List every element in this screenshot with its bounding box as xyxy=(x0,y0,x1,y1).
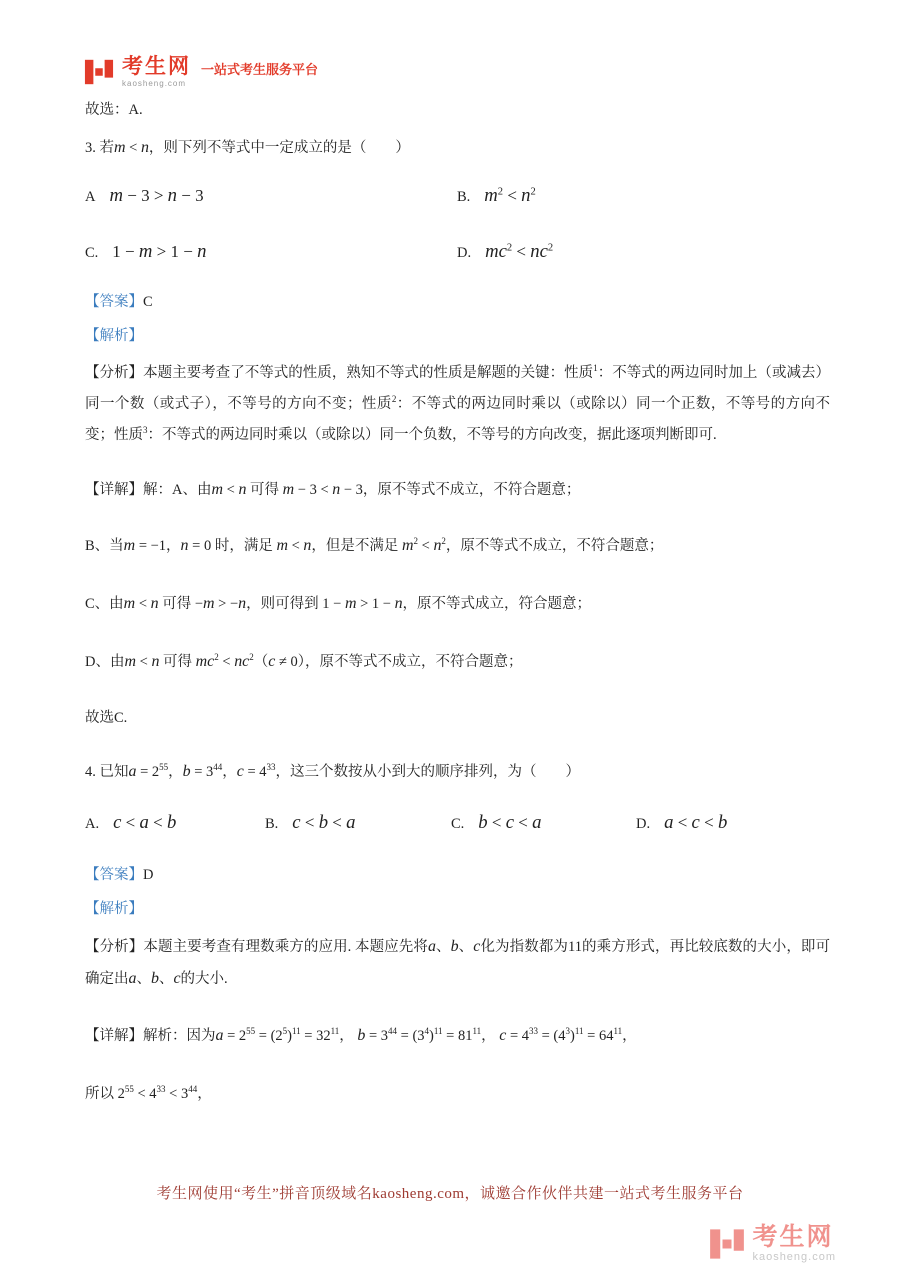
previous-answer-line: 故选：A. xyxy=(85,102,143,118)
question4-detail-line-2: 所以 $2^{55} < 4^{33} < 3^{44}$， xyxy=(85,1084,212,1102)
question3-stem: 3. 若m < n，则下列不等式中一定成立的是（ ） xyxy=(85,139,410,156)
option-label: B. xyxy=(457,189,471,205)
kaosheng-watermark xyxy=(709,1225,836,1263)
question3-option-a xyxy=(85,184,457,208)
brand-name: 考生网 xyxy=(122,54,191,78)
question4-jiexi-line xyxy=(85,899,830,919)
question3-detail-line-1: 【详解】解：A、由m < n 可得 m − 3 < n − 3，原不等式不成立，不符合题意； xyxy=(85,481,581,498)
question4-detail-line-1: 【详解】解析：因为$a = 2^{55} = (2^5)^{11} = 32^{11}$， $b = 3^{44} = (3^4)^{11} = 81^{11}$， $c = 4^{33} = (4^3)^{11} = 64^{11}$， xyxy=(85,1026,637,1044)
option-formula: a < c < b xyxy=(664,812,728,833)
question4-answer-line xyxy=(85,865,830,885)
option-formula: m − 3 > n − 3 xyxy=(109,185,204,206)
option-label: C. xyxy=(85,245,99,261)
analysis-text: 本题主要考查了不等式的性质，熟知不等式的性质是解题的关键：性质$^1$：不等式的两边同时加上（或减去）同一个数（或式子），不等号的方向不变；性质$^2$：不等式的两边同时乘以（或除以）同一个正数，不等号的方向不变；性质$^3$：不等式的两边同时乘以（或除以）同一个负数，不等号的方向改变，据此逐项判断即可. xyxy=(85,363,831,443)
question4-analysis xyxy=(85,931,830,995)
option-formula: c < a < b xyxy=(113,812,177,833)
question4-option-a xyxy=(85,811,265,835)
option-label: A. xyxy=(85,816,100,832)
question3-options xyxy=(85,184,830,264)
option-formula: $mc^2 < nc^2$ xyxy=(485,241,554,262)
brand-tagline: 一站式考生服务平台 xyxy=(201,62,319,78)
footer-text: 考生网使用“考生”拼音顶级域名kaosheng.com，诚邀合作伙伴共建一站式考生服务平台 xyxy=(156,1186,744,1202)
option-label: B. xyxy=(265,816,279,832)
jiexi-label: 【解析】 xyxy=(85,901,143,917)
kaosheng-watermark-icon xyxy=(709,1226,745,1262)
question3-analysis xyxy=(85,358,830,451)
question3-conclusion: 故选C. xyxy=(85,710,128,726)
option-label: D. xyxy=(457,245,472,261)
answer-value: D xyxy=(143,867,154,883)
header xyxy=(84,55,318,88)
jiexi-label: 【解析】 xyxy=(85,328,143,344)
watermark-domain: kaosheng.com xyxy=(752,1251,836,1263)
question4-stem: 4. 已知$a = 2^{55}$，$b = 3^{44}$，$c = 4^{33}$，这三个数按从小到大的顺序排列，为（ ） xyxy=(85,762,581,780)
option-label: A xyxy=(85,189,96,205)
option-label: C. xyxy=(451,816,465,832)
question3-option-c xyxy=(85,240,457,264)
brand-domain: kaosheng.com xyxy=(122,79,187,89)
answer-label: 【答案】 xyxy=(85,867,143,883)
option-formula: $m^2 < n^2$ xyxy=(484,185,536,206)
question4-option-c xyxy=(451,811,636,835)
option-formula: 1 − m > 1 − n xyxy=(112,241,207,262)
watermark-brand: 考生网 xyxy=(752,1223,834,1251)
option-formula: b < c < a xyxy=(478,812,542,833)
question4-option-b xyxy=(265,811,451,835)
question3-jiexi-line xyxy=(85,326,830,346)
logo-text xyxy=(122,55,191,88)
answer-label: 【答案】 xyxy=(85,294,143,310)
question3-answer-line xyxy=(85,292,830,312)
question4-options xyxy=(85,811,830,835)
kaosheng-logo-icon xyxy=(84,57,114,87)
watermark-text xyxy=(752,1225,836,1263)
question3-detail-line-4: D、由m < n 可得 $mc^2 < nc^2(c \ne 0)$，原不等式不成立，不符合题意； xyxy=(85,652,523,670)
question4-option-d xyxy=(636,811,830,835)
question3-option-d xyxy=(457,240,830,264)
option-formula: c < b < a xyxy=(292,812,356,833)
fenxi-label: 【分析】 xyxy=(85,939,144,955)
answer-value: C xyxy=(143,294,153,310)
fenxi-label: 【分析】 xyxy=(85,365,144,381)
option-label: D. xyxy=(636,816,651,832)
analysis-text: 本题主要考查有理数乘方的应用. 本题应先将a、b、c化为指数都为11的乘方形式，再比较底数的大小，即可确定出a、b、c的大小. xyxy=(85,938,831,987)
question3-detail-line-3: C、由m < n 可得 −m > −n，则可得到 1 − m > 1 − n，原不等式成立，符合题意； xyxy=(85,595,592,612)
question3-option-b xyxy=(457,184,830,208)
question3-detail-line-2: B、当m = −1，n = 0 时，满足 m < n，但是不满足 $m^2 < n^2$，原不等式不成立，不符合题意； xyxy=(85,536,664,554)
